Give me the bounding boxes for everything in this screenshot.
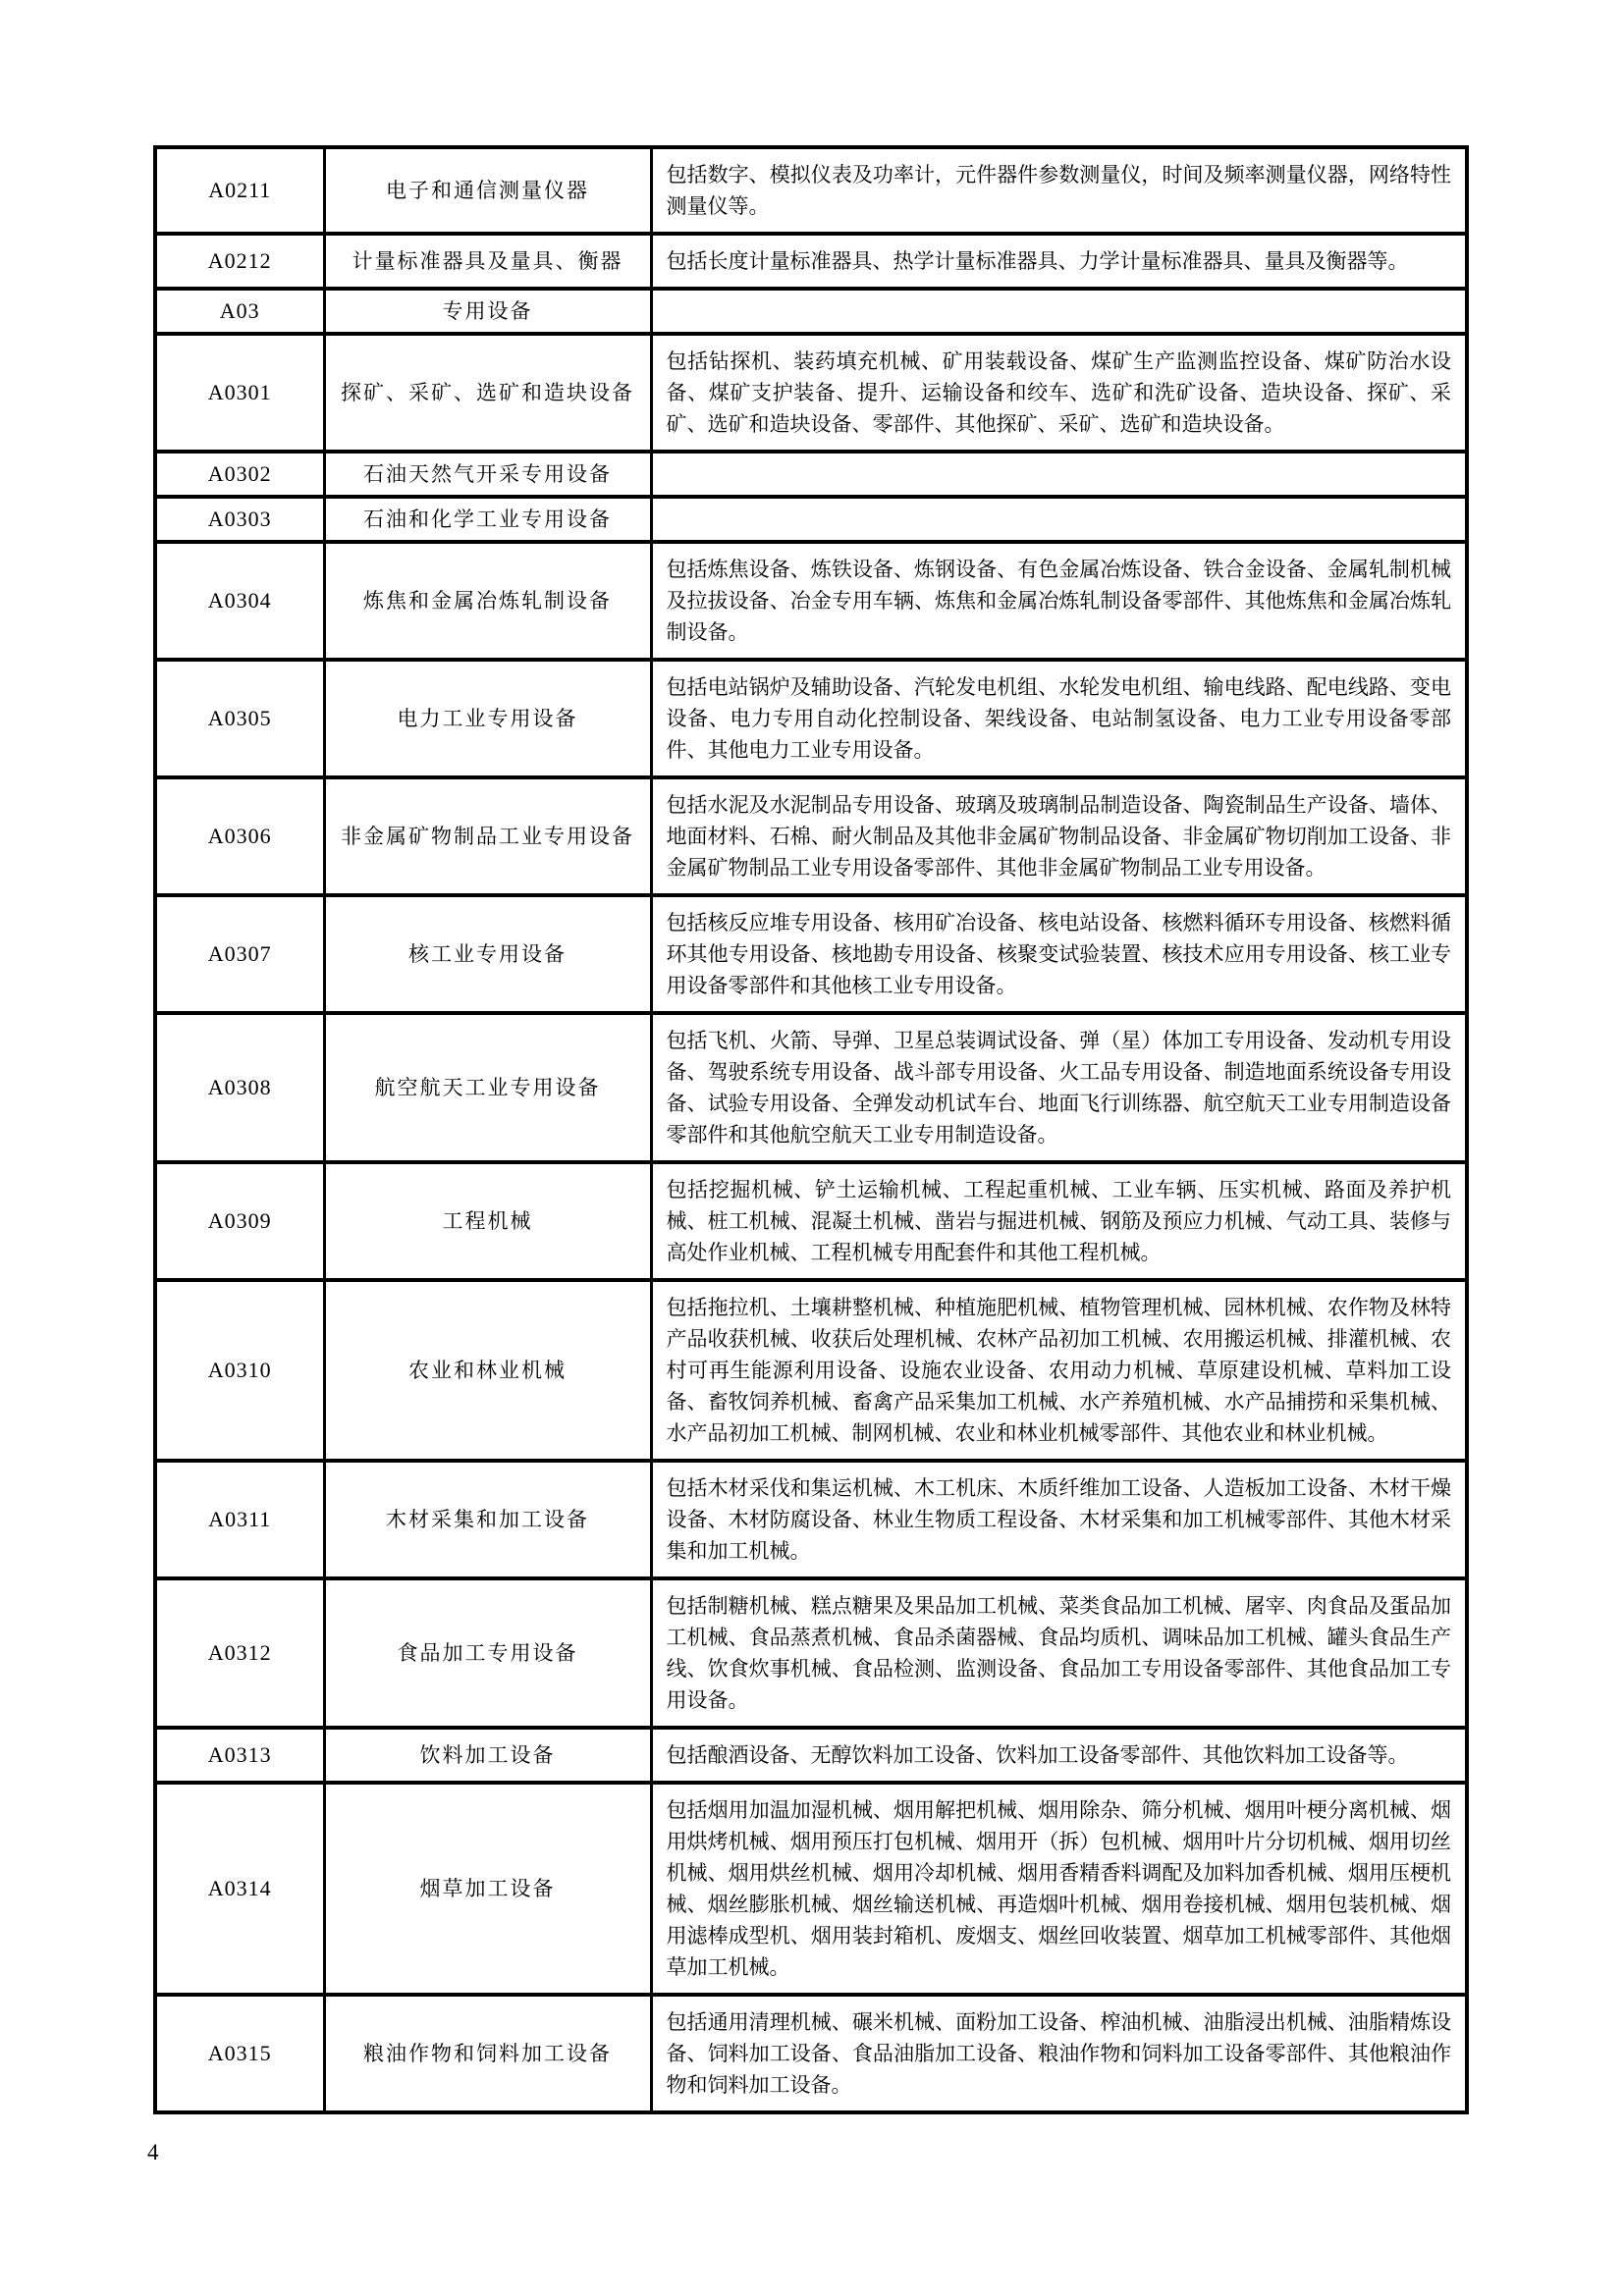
desc-cell: 包括木材采伐和集运机械、木工机床、木质纤维加工设备、人造板加工设备、木材干燥设备、木材防腐设备、林业生物质工程设备、木材采集和加工机械零部件、其他木材采集和加工机械。 <box>651 1461 1467 1578</box>
table-row <box>155 895 1467 1013</box>
name-cell: 电子和通信测量仪器 <box>324 147 651 234</box>
name-cell: 专用设备 <box>324 289 651 334</box>
code-cell: A0306 <box>155 777 324 895</box>
desc-cell: 包括拖拉机、土壤耕整机械、种植施肥机械、植物管理机械、园林机械、农作物及林特产品收获机械、收获后处理机械、农林产品初加工机械、农用搬运机械、排灌机械、农村可再生能源利用设备、设施农业设备、农用动力机械、草原建设机械、草料加工设备、畜牧饲养机械、畜禽产品采集加工机械、水产养殖机械、水产品捕捞和采集机械、水产品初加工机械、制网机械、农业和林业机械零部件、其他农业和林业机械。 <box>651 1280 1467 1461</box>
name-cell: 食品加工专用设备 <box>324 1578 651 1728</box>
name-cell: 计量标准器具及量具、衡器 <box>324 234 651 289</box>
table-row <box>155 1461 1467 1578</box>
table-row <box>155 234 1467 289</box>
classification-table <box>153 145 1469 2114</box>
table-row <box>155 1013 1467 1162</box>
code-cell: A0307 <box>155 895 324 1013</box>
desc-cell: 包括水泥及水泥制品专用设备、玻璃及玻璃制品制造设备、陶瓷制品生产设备、墙体、地面材料、石棉、耐火制品及其他非金属矿物制品设备、非金属矿物切削加工设备、非金属矿物制品工业专用设备零部件、其他非金属矿物制品工业专用设备。 <box>651 777 1467 895</box>
name-cell: 航空航天工业专用设备 <box>324 1013 651 1162</box>
code-cell: A0310 <box>155 1280 324 1461</box>
desc-cell: 包括电站锅炉及辅助设备、汽轮发电机组、水轮发电机组、输电线路、配电线路、变电设备、电力专用自动化控制设备、架线设备、电站制氢设备、电力工业专用设备零部件、其他电力工业专用设备。 <box>651 660 1467 777</box>
code-cell: A0211 <box>155 147 324 234</box>
code-cell: A0311 <box>155 1461 324 1578</box>
table-row <box>155 542 1467 660</box>
desc-cell: 包括炼焦设备、炼铁设备、炼钢设备、有色金属冶炼设备、铁合金设备、金属轧制机械及拉拔设备、冶金专用车辆、炼焦和金属冶炼轧制设备零部件、其他炼焦和金属冶炼轧制设备。 <box>651 542 1467 660</box>
code-cell: A03 <box>155 289 324 334</box>
table-row <box>155 147 1467 234</box>
table-row <box>155 334 1467 452</box>
code-cell: A0315 <box>155 1995 324 2112</box>
desc-cell: 包括制糖机械、糕点糖果及果品加工机械、菜类食品加工机械、屠宰、肉食品及蛋品加工机械、食品蒸煮机械、食品杀菌器械、食品均质机、调味品加工机械、罐头食品生产线、饮食炊事机械、食品检测、监测设备、食品加工专用设备零部件、其他食品加工专用设备。 <box>651 1578 1467 1728</box>
code-cell: A0301 <box>155 334 324 452</box>
page-number: 4 <box>147 2140 159 2164</box>
table-row <box>155 1783 1467 1995</box>
code-cell: A0313 <box>155 1728 324 1783</box>
name-cell: 烟草加工设备 <box>324 1783 651 1995</box>
table-row <box>155 1280 1467 1461</box>
code-cell: A0302 <box>155 452 324 497</box>
name-cell: 电力工业专用设备 <box>324 660 651 777</box>
desc-cell: 包括酿酒设备、无醇饮料加工设备、饮料加工设备零部件、其他饮料加工设备等。 <box>651 1728 1467 1783</box>
desc-cell: 包括飞机、火箭、导弹、卫星总装调试设备、弹（星）体加工专用设备、发动机专用设备、驾驶系统专用设备、战斗部专用设备、火工品专用设备、制造地面系统设备专用设备、试验专用设备、全弹发动机试车台、地面飞行训练器、航空航天工业专用制造设备零部件和其他航空航天工业专用制造设备。 <box>651 1013 1467 1162</box>
name-cell: 石油天然气开采专用设备 <box>324 452 651 497</box>
desc-cell <box>651 289 1467 334</box>
name-cell: 非金属矿物制品工业专用设备 <box>324 777 651 895</box>
desc-cell: 包括烟用加温加湿机械、烟用解把机械、烟用除杂、筛分机械、烟用叶梗分离机械、烟用烘烤机械、烟用预压打包机械、烟用开（拆）包机械、烟用叶片分切机械、烟用切丝机械、烟用烘丝机械、烟用冷却机械、烟用香精香料调配及加料加香机械、烟用压梗机械、烟丝膨胀机械、烟丝输送机械、再造烟叶机械、烟用卷接机械、烟用包装机械、烟用滤棒成型机、烟用装封箱机、废烟支、烟丝回收装置、烟草加工机械零部件、其他烟草加工机械。 <box>651 1783 1467 1995</box>
desc-cell <box>651 497 1467 542</box>
code-cell: A0312 <box>155 1578 324 1728</box>
table-row <box>155 1162 1467 1280</box>
name-cell: 探矿、采矿、选矿和造块设备 <box>324 334 651 452</box>
desc-cell: 包括钻探机、装药填充机械、矿用装载设备、煤矿生产监测监控设备、煤矿防治水设备、煤矿支护装备、提升、运输设备和绞车、选矿和洗矿设备、造块设备、探矿、采矿、选矿和造块设备、零部件、其他探矿、采矿、选矿和造块设备。 <box>651 334 1467 452</box>
table-row <box>155 452 1467 497</box>
name-cell: 炼焦和金属冶炼轧制设备 <box>324 542 651 660</box>
code-cell: A0305 <box>155 660 324 777</box>
code-cell: A0308 <box>155 1013 324 1162</box>
desc-cell <box>651 452 1467 497</box>
code-cell: A0303 <box>155 497 324 542</box>
desc-cell: 包括挖掘机械、铲土运输机械、工程起重机械、工业车辆、压实机械、路面及养护机械、桩工机械、混凝土机械、凿岩与掘进机械、钢筋及预应力机械、气动工具、装修与高处作业机械、工程机械专用配套件和其他工程机械。 <box>651 1162 1467 1280</box>
table-row <box>155 1578 1467 1728</box>
name-cell: 工程机械 <box>324 1162 651 1280</box>
table-row <box>155 1995 1467 2112</box>
classification-table-body <box>155 147 1467 2112</box>
desc-cell: 包括数字、模拟仪表及功率计，元件器件参数测量仪，时间及频率测量仪器，网络特性测量仪等。 <box>651 147 1467 234</box>
table-row <box>155 660 1467 777</box>
table-row <box>155 777 1467 895</box>
name-cell: 农业和林业机械 <box>324 1280 651 1461</box>
name-cell: 木材采集和加工设备 <box>324 1461 651 1578</box>
name-cell: 粮油作物和饲料加工设备 <box>324 1995 651 2112</box>
code-cell: A0314 <box>155 1783 324 1995</box>
desc-cell: 包括核反应堆专用设备、核用矿冶设备、核电站设备、核燃料循环专用设备、核燃料循环其他专用设备、核地勘专用设备、核聚变试验装置、核技术应用专用设备、核工业专用设备零部件和其他核工业专用设备。 <box>651 895 1467 1013</box>
name-cell: 饮料加工设备 <box>324 1728 651 1783</box>
table-row <box>155 497 1467 542</box>
code-cell: A0304 <box>155 542 324 660</box>
code-cell: A0309 <box>155 1162 324 1280</box>
name-cell: 核工业专用设备 <box>324 895 651 1013</box>
table-row <box>155 1728 1467 1783</box>
desc-cell: 包括通用清理机械、碾米机械、面粉加工设备、榨油机械、油脂浸出机械、油脂精炼设备、饲料加工设备、食品油脂加工设备、粮油作物和饲料加工设备零部件、其他粮油作物和饲料加工设备。 <box>651 1995 1467 2112</box>
code-cell: A0212 <box>155 234 324 289</box>
table-row <box>155 289 1467 334</box>
name-cell: 石油和化学工业专用设备 <box>324 497 651 542</box>
desc-cell: 包括长度计量标准器具、热学计量标准器具、力学计量标准器具、量具及衡器等。 <box>651 234 1467 289</box>
